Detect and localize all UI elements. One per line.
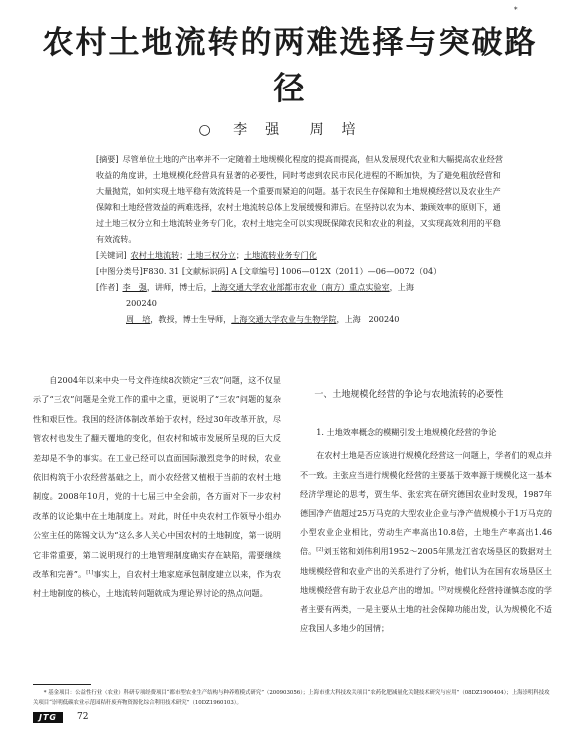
body-left-text-2: 事实上，自农村土地家庭承包制度建立以来，作为农村土地制度的核心，土地流转问题就成为理论界讨论的热点问题。 bbox=[33, 569, 281, 599]
doc-code-value: A bbox=[231, 266, 238, 276]
footnote-block bbox=[33, 688, 553, 708]
article-title: 农村土地流转的两难选择与突破路径 bbox=[42, 25, 538, 107]
body-column-right bbox=[300, 386, 552, 638]
author-info-line-1 bbox=[96, 279, 504, 295]
author-name-1: 李 强 bbox=[233, 122, 282, 138]
abstract-text: 尽管单位土地的产出率并不一定随着土地规模化程度的提高而提高，但从发展现代农业和大幅提高农业经营收益的角度讲，土地规模化经营具有显著的必要性，同时考虑到农民市民化进程的不断加快，为了避免粗放经营和大量抛荒，如何实现土地平稳有效流转是一个重要而紧迫的问题。基于农民生存保障和土地规模经营以及农业生产保障和土地经营效益的两难选择，农村土地流转总体上发展缓慢和滞后。在坚持以农为本、兼顾效率的原则下，通过土地三权分立和土地流转业务专门化，农村土地完全可以实现既保障农民和农业的利益，又实现高效利用的平稳有效流转。 bbox=[96, 154, 503, 244]
author-marker: ○ bbox=[198, 122, 213, 138]
author-info-zip-1: 200240 bbox=[126, 298, 157, 308]
keywords-label: [关键词] bbox=[96, 250, 127, 260]
keywords-line: [关键词] 农村土地流转；土地三权分立；土地流转业务专门化 bbox=[96, 250, 317, 260]
subsection-heading: 1. 土地效率概念的模糊引发土地规模化经营的争论 bbox=[316, 427, 497, 438]
abstract-block bbox=[96, 151, 504, 327]
journal-logo: JTG bbox=[33, 712, 63, 723]
clc-value: F830. 31 bbox=[142, 266, 180, 276]
page-number: 72 bbox=[77, 712, 89, 722]
author-info-zip-2: 200240 bbox=[368, 314, 400, 324]
abstract-label: [摘要] bbox=[96, 154, 119, 164]
title-footnote-mark: * bbox=[514, 6, 518, 14]
author-info-line-2 bbox=[96, 311, 504, 327]
body-right-text-2: 刘玉铭和刘伟利用1952～2005年黑龙江省农场垦区的数据对土地规模经营和农业产出的关系进行了分析，他们认为在国有农场垦区土地规模经营有助于农业总产出的增加。 bbox=[300, 546, 552, 595]
keyword-2: 土地三权分立 bbox=[187, 250, 236, 260]
section-heading: 一、土地规模化经营的争论与农地流转的必要性 bbox=[314, 390, 504, 400]
keyword-3: 土地流转业务专门化 bbox=[243, 250, 317, 260]
article-id-label: [文章编号] bbox=[239, 266, 279, 276]
body-right-text-1: 在农村土地是否应该进行规模化经营这一问题上，学者们的观点并不一致。主张应当进行规模化经营的主要基于效率源于规模化这一基本经济学理论的思考，贾生华、张宏宾在研究德国农业时发现，1987年德国净产值超过25万马克的大型农业企业与净产值规模小于1万马克的小型农业企业相比，劳动生产率高出10.8倍，土地生产率高出1.46倍。 bbox=[300, 450, 552, 557]
citation-1: [1] bbox=[86, 569, 94, 576]
body-paragraph bbox=[33, 371, 281, 604]
body-column-left bbox=[33, 371, 281, 604]
article-id-value: 1006—012X（2011）—06—0072（04） bbox=[280, 266, 442, 276]
classification-line bbox=[96, 263, 504, 279]
author-info-name-1: 李 强 bbox=[122, 282, 147, 292]
author-info-name-2: 周 培 bbox=[126, 314, 151, 324]
author-info-city-2: ，上海 bbox=[336, 314, 361, 324]
clc-label: [中图分类号] bbox=[96, 266, 143, 276]
citation-2: [2] bbox=[316, 546, 324, 553]
author-info-label: [作者] bbox=[96, 282, 119, 292]
author-info-affil-1: 上海交通大学农业部都市农业（南方）重点实验室 bbox=[211, 282, 390, 292]
author-line bbox=[0, 119, 578, 139]
body-right-text-3: 对规模化经营持谨慎态度的学者主要有两类，一是主要从土地的社会保障功能出发，认为规模化不适应我国人多地少的国情； bbox=[300, 584, 552, 634]
author-info-title-2: ，教授，博士生导师， bbox=[150, 314, 232, 324]
footnote-text: * 基金项目：公益性行业（农业）科研专项经费项目“都市型农业生产结构与种养殖模式研究”（200903056）；上海市重大科技攻关项目“农药化肥减量化关键技术研究与应用”（08DZ1900404）；上海崇明科技攻关项目“崇明低碳农业示范园秸秆废弃物资源化综合利用技术研究”（10DZ1960103）。 bbox=[33, 690, 550, 706]
author-info-affil-2: 上海交通大学农业与生物学院 bbox=[231, 314, 337, 324]
body-paragraph bbox=[300, 446, 552, 638]
footnote-divider bbox=[33, 684, 91, 685]
author-info-city-1: ，上海 bbox=[389, 282, 414, 292]
abstract-paragraph bbox=[96, 151, 504, 247]
citation-3: [3] bbox=[438, 585, 446, 592]
author-name-2: 周 培 bbox=[309, 122, 358, 138]
body-left-text-1: 自2004年以来中央一号文件连续8次锁定“三农”问题，这不仅显示了“三农”问题是全党工作的重中之重，更说明了“三农”问题的复杂性和艰巨性。我国的经济体制改革始于农村，经过30年改革开放，尽管农村也发生了翻天覆地的变化，但农村和城市发展所呈现的巨大反差却是不争的事实。在工业已经可以直面国际激烈竞争的时候，农业依旧构筑于小农经营基础之上，而小农经营又植根于当前的农村土地制度。2008年10月，党的十七届三中全会前，各方面对下一步农村改革的议论集中在土地制度上。对此，时任中央农村工作领导小组办公室主任的陈锡文认为“这么多人关心中国农村的土地制度，第一说明它非常重要，第二说明现行的土地管理制度确实存在缺陷，需要继续改革和完善”。 bbox=[33, 375, 281, 580]
keyword-1: 农村土地流转 bbox=[130, 250, 180, 260]
page-footer bbox=[33, 711, 88, 723]
author-info-title-1: ，讲师，博士后， bbox=[146, 282, 212, 292]
doc-code-label: [文献标识码] bbox=[181, 266, 229, 276]
